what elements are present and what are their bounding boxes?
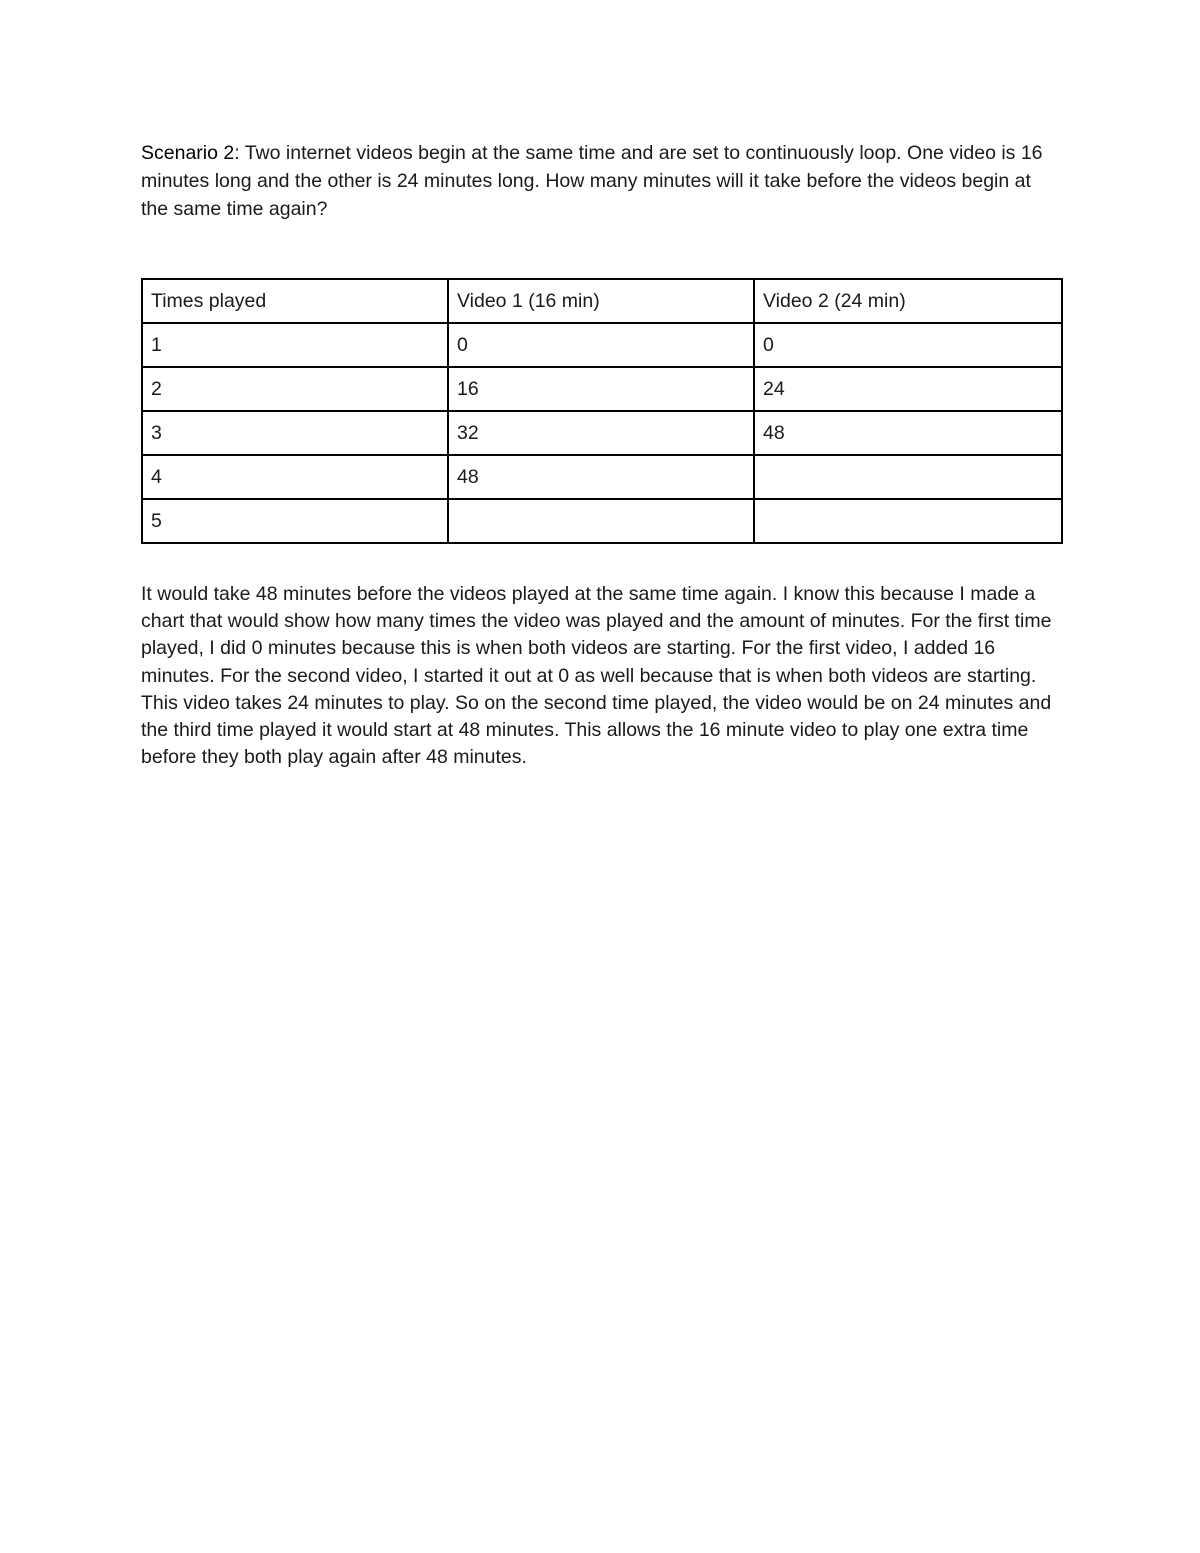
header-times-played: Times played <box>142 279 448 323</box>
header-video-2: Video 2 (24 min) <box>754 279 1062 323</box>
scenario-prompt <box>141 139 1056 223</box>
table-header-row <box>142 279 1062 323</box>
table-cell: 3 <box>142 411 448 455</box>
table-cell: 2 <box>142 367 448 411</box>
scenario-label: Scenario 2 <box>141 142 235 164</box>
document-page <box>141 139 1061 769</box>
table-cell: 1 <box>142 323 448 367</box>
table-cell: 0 <box>448 323 754 367</box>
table-cell: 16 <box>448 367 754 411</box>
table-row <box>142 367 1062 411</box>
table-cell <box>448 499 754 543</box>
answer-paragraph: It would take 48 minutes before the videos played at the same time again. I know this because I made a chart that would show how many times the video was played and the amount of minutes. For the first time played, I did 0 minutes because this is when both videos are starting. For the first video, I added 16 minutes. For the second video, I started it out at 0 as well because that is when both videos are starting. This video takes 24 minutes to play. So on the second time played, the video would be on 24 minutes and the third time played it would start at 48 minutes. This allows the 16 minute video to play one extra time before they both play again after 48 minutes. <box>141 583 1052 769</box>
table-cell <box>754 455 1062 499</box>
table-cell: 48 <box>754 411 1062 455</box>
table-cell: 32 <box>448 411 754 455</box>
table-cell <box>754 499 1062 543</box>
video-loop-table <box>141 278 1063 544</box>
table-cell: 24 <box>754 367 1062 411</box>
table-row <box>142 455 1062 499</box>
table-row <box>142 499 1062 543</box>
table-cell: 4 <box>142 455 448 499</box>
table-cell: 5 <box>142 499 448 543</box>
table-cell: 0 <box>754 323 1062 367</box>
scenario-question: : Two internet videos begin at the same time and are set to continuously loop. One video is 16 minutes long and the other is 24 minutes long. How many minutes will it take before the videos begin at the same time again? <box>141 142 1043 220</box>
table-row <box>142 323 1062 367</box>
header-video-1: Video 1 (16 min) <box>448 279 754 323</box>
table-cell: 48 <box>448 455 754 499</box>
table-row <box>142 411 1062 455</box>
